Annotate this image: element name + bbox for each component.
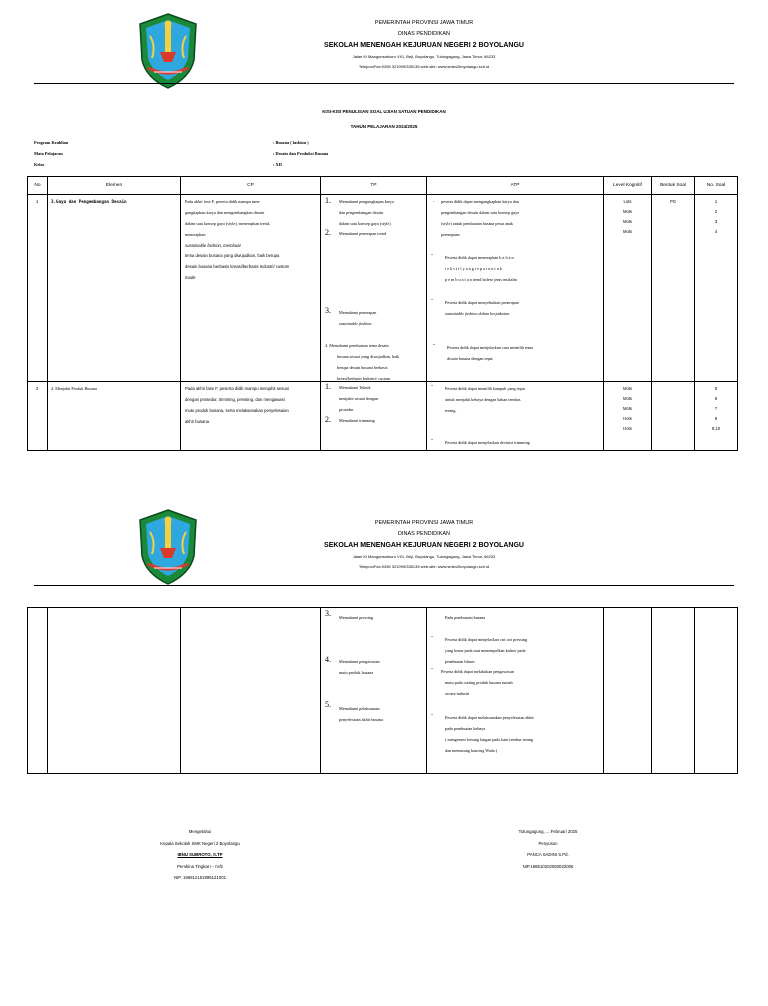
- atp-line: pembuatan blazer.: [445, 659, 476, 664]
- level-value: Hots: [623, 426, 632, 431]
- no-soal: 7: [714, 406, 718, 411]
- atp-line: Pada pembuatan busana: [445, 615, 486, 620]
- no-soal: 9,10: [711, 426, 721, 431]
- tp-line: Memahami penerapan: [339, 310, 377, 315]
- tp-number: 4.: [325, 655, 331, 664]
- atp-line: (style) untuk pembuatan busana pesta anak: [441, 221, 513, 226]
- atp-line: desain busana dengan tepat: [447, 356, 493, 361]
- letterhead-divider: [34, 83, 734, 84]
- info-label: Program Keahlian: [34, 140, 69, 145]
- atp-line: yang benar pada saat menempelkan kufner pada: [445, 648, 526, 653]
- atp-line: Peserta didik dapat menjelaskan devinisi trimming: [445, 440, 530, 445]
- tp-line: Memahami penerapan trend: [339, 231, 386, 236]
- bullet: -: [431, 712, 433, 718]
- author-name: PANCA SADINI S.Pd.: [527, 852, 569, 857]
- row-elemen: 3.Gaya dan Pengembangan Desain: [51, 199, 127, 204]
- tp-line: dan pengembangan desain: [339, 210, 384, 215]
- bullet: -: [431, 383, 433, 389]
- kop-contact: Telepon/Fax:0355 321999/335135 web-site: www.smkn2boyolangu.sch.id: [358, 64, 490, 69]
- col-header: Elemen: [48, 177, 181, 195]
- tp-line: 4. Memahami pembuatan tema desain: [325, 343, 389, 348]
- tp-line: sustainable fashion: [339, 321, 372, 326]
- cp-line: akhir busana: [185, 419, 209, 424]
- sig-line: Kepala Sekolah SMK Negeri 2 Boyolangu: [160, 840, 240, 846]
- row-no: 1: [36, 199, 39, 204]
- school-name: SEKOLAH MENENGAH KEJURUAN NEGERI 2 BOYOLANGU: [324, 542, 524, 549]
- tp-line: kreasi/berbasis Industri/ custom: [337, 376, 391, 381]
- cp-line: Pada akhir fase F, peserta didik mampu menjahit sesuai: [185, 386, 289, 391]
- atp-line: dan memasang kancing Wada ): [445, 748, 498, 753]
- cp-line: tema desain busana yang diwujudkan, baik berupa: [185, 253, 280, 258]
- atp-line: p e m b u a t a n trend bolero jenis mukalin: [445, 277, 517, 282]
- kisi-kisi-table-continued: [27, 607, 738, 774]
- no-soal: 8: [714, 416, 718, 421]
- atp-line: Peserta didik dapat melaksanakan penyelesaian akhir: [445, 715, 534, 720]
- atp-line: t e k s t i l y a n g t e p a t u n t u k: [445, 266, 502, 271]
- tp-line: Memahami pressing: [339, 615, 374, 620]
- atp-line: ( mengesum lorsang langan pada kain tembus terang: [445, 737, 534, 742]
- atp-line: mutu pada cutting produk busana rumah: [445, 680, 513, 685]
- bullet: -: [431, 252, 433, 258]
- table-row: [28, 608, 738, 774]
- tp-line: berupa desain busana berbasis: [337, 365, 388, 370]
- table-row: [28, 382, 738, 451]
- info-value: : Busana ( fashion ): [273, 140, 309, 145]
- kop-line-2: DINAS PENDIDIKAN: [398, 531, 450, 537]
- level-value: Hots: [623, 416, 632, 421]
- atp-line: untuk menjahit kebaya dengan bahan tembus: [445, 397, 521, 402]
- school-name: SEKOLAH MENENGAH KEJURUAN NEGERI 2 BOYOLANGU: [324, 42, 524, 49]
- atp-line: Peserta didik dapat memilih kampuh yang tepat: [445, 386, 525, 391]
- col-header: No. Soal: [695, 177, 738, 195]
- level-value: Mots: [622, 386, 633, 391]
- level-value: Mots: [622, 219, 633, 224]
- col-header: Bentuk Soal: [652, 177, 695, 195]
- atp-line: pada pembuatan kebaya: [445, 726, 486, 731]
- cp-line: mutu produk busana, serta melaksanakan penyelesaian: [185, 408, 289, 413]
- bullet: -: [431, 634, 433, 640]
- cp-line: made: [185, 275, 196, 280]
- tp-number: 2.: [325, 415, 331, 424]
- atp-line: Peserta didik dapat menerapkan b a h a n: [445, 255, 514, 260]
- tp-number: 3.: [325, 609, 331, 618]
- kop-address: Jalan Ki Mangunsarkoro VI/1, Beji, Boyolangu, Tulungagung, Jawa Timur, 66233: [352, 554, 496, 559]
- no-soal: 6: [714, 396, 718, 401]
- tp-line: Memahami pelaksanaan: [339, 706, 380, 711]
- bullet: -: [431, 297, 433, 303]
- tp-number: 3.: [325, 306, 331, 315]
- info-label: Mata Pelajaran: [34, 151, 63, 156]
- letterhead: [34, 508, 734, 588]
- atp-line: perempuan: [441, 232, 460, 237]
- row-no: 2: [36, 386, 39, 391]
- tp-line: Memahami trimming: [339, 418, 375, 423]
- kop-line-1: PEMERINTAH PROVINSI JAWA TIMUR: [374, 20, 474, 26]
- doc-year: TAHUN PELAJARAN 2024/2025: [350, 124, 418, 129]
- kop-contact: Telepon/Fax:0355 321999/335135 web-site: www.smkn2boyolangu.sch.id: [358, 564, 490, 569]
- table-header-row: [28, 177, 738, 195]
- level-value: Mots: [622, 209, 633, 214]
- sig-line: NIP.198510202093022006: [522, 863, 574, 869]
- atp-line: Peserta didik dapat menjelaskan cara memilih tema: [447, 345, 534, 350]
- no-soal: 1: [714, 199, 718, 204]
- tp-line: dalam satu konsep gaya (style): [339, 221, 391, 226]
- tp-line: Memahami pengawasan: [339, 659, 380, 664]
- tp-line: Memahami Teknik: [339, 385, 371, 390]
- signature-left: [100, 826, 300, 884]
- bullet: -: [431, 437, 433, 443]
- tp-line: menjahit sesuai dengan: [339, 396, 379, 401]
- letterhead-text: [154, 518, 694, 572]
- atp-line: Peserta didik dapat melakukan pengawasan: [441, 669, 514, 674]
- tp-line: mutu produk busana: [339, 670, 374, 675]
- no-soal: 2: [714, 209, 718, 214]
- level-value: Lots: [623, 199, 632, 204]
- level-value: Mots: [622, 406, 633, 411]
- kop-line-1: PEMERINTAH PROVINSI JAWA TIMUR: [374, 520, 474, 526]
- tp-line: prosedur: [339, 407, 354, 412]
- col-header: ATP: [427, 177, 604, 195]
- sig-line: Penyusun: [538, 840, 558, 846]
- cp-line: dalam satu konsep gaya (style), menerapkan trend,: [185, 221, 270, 226]
- sig-line: Tulungagung, ....Februari 2025: [518, 829, 578, 834]
- letterhead-text: [154, 18, 694, 72]
- atp-line: secara industri: [445, 691, 470, 696]
- tp-line: busana sesuai yang diwujudkan, baik: [337, 354, 400, 359]
- tp-number: 2.: [325, 228, 331, 237]
- cp-line: menerapkan: [185, 232, 206, 237]
- col-header: No: [28, 177, 48, 195]
- col-header: TP: [321, 177, 427, 195]
- tp-number: 1.: [325, 382, 331, 391]
- bullet: -: [433, 342, 435, 348]
- letterhead-divider: [34, 585, 734, 586]
- kisi-kisi-table: [27, 176, 738, 451]
- tp-line: Memahami pengungkapan karya: [339, 199, 394, 204]
- sig-line: Pembina Tingkat I - IV/b: [177, 863, 223, 869]
- tp-number: 1.: [325, 196, 331, 205]
- kop-line-2: DINAS PENDIDIKAN: [398, 31, 450, 37]
- letterhead: [34, 12, 734, 92]
- principal-name: IBNU SUBROTO, S.TP: [177, 852, 223, 857]
- cp-line: gungkapkan karya dan mengembangkan desain: [185, 210, 265, 215]
- atp-line: pengembangan desain dalam satu konsep gaya: [441, 210, 520, 215]
- atp-line: Peserta didik dapat menjelaskan ciri ciri pressing: [445, 637, 528, 642]
- col-header: Level Kognitif: [604, 177, 652, 195]
- tp-number: 5.: [325, 700, 331, 709]
- bentuk-soal: PG: [669, 199, 677, 204]
- cp-line: sustainable fashion, membuat: [185, 243, 241, 248]
- signature-right: [448, 826, 648, 872]
- no-soal: 3: [714, 219, 718, 224]
- tp-line: penyelesaian akhir busana: [339, 717, 383, 722]
- doc-title: KISI-KISI PENULISAN SOAL UJIAN SATUAN PENDIDIKAN: [322, 109, 446, 114]
- atp-line: Peserta didik dapat menyebutkan penerapan: [445, 300, 519, 305]
- cp-line: dengan prosedur, trimming, pressing, dan mengawasi: [185, 397, 285, 402]
- cp-line: desain busana berbasis kreasi/berbasis Industri/ custom: [185, 264, 290, 269]
- table-row: [28, 195, 738, 382]
- no-soal: 5: [714, 386, 718, 391]
- kop-address: Jalan Ki Mangunsarkoro VI/1, Beji, Boyolangu, Tulungagung, Jawa Timur, 66233: [352, 54, 496, 59]
- sig-line: NIP. 196912151995121001: [173, 875, 226, 880]
- atp-line: sustainable fashion dalam berpakaian.: [445, 311, 511, 316]
- level-value: Mots: [622, 229, 633, 234]
- level-value: Mots: [622, 396, 633, 401]
- col-header: CP: [181, 177, 321, 195]
- info-label: Kelas: [34, 162, 45, 167]
- bullet: -: [433, 199, 435, 204]
- info-value: : Desain dan Produksi Busana: [273, 151, 329, 156]
- sig-line: Mengetahui: [188, 829, 212, 834]
- info-value: : XII: [273, 162, 282, 167]
- no-soal: 4: [714, 229, 718, 234]
- atp-line: peserta didik dapat mengungkapkan karya dan: [441, 199, 519, 204]
- bullet: -: [431, 666, 433, 672]
- atp-line: terang.: [445, 408, 457, 413]
- cp-line: Pada akhir fase F, peserta didik mampu men-: [185, 199, 261, 204]
- row-elemen: 4. Menjahit Produk Busana: [51, 386, 97, 391]
